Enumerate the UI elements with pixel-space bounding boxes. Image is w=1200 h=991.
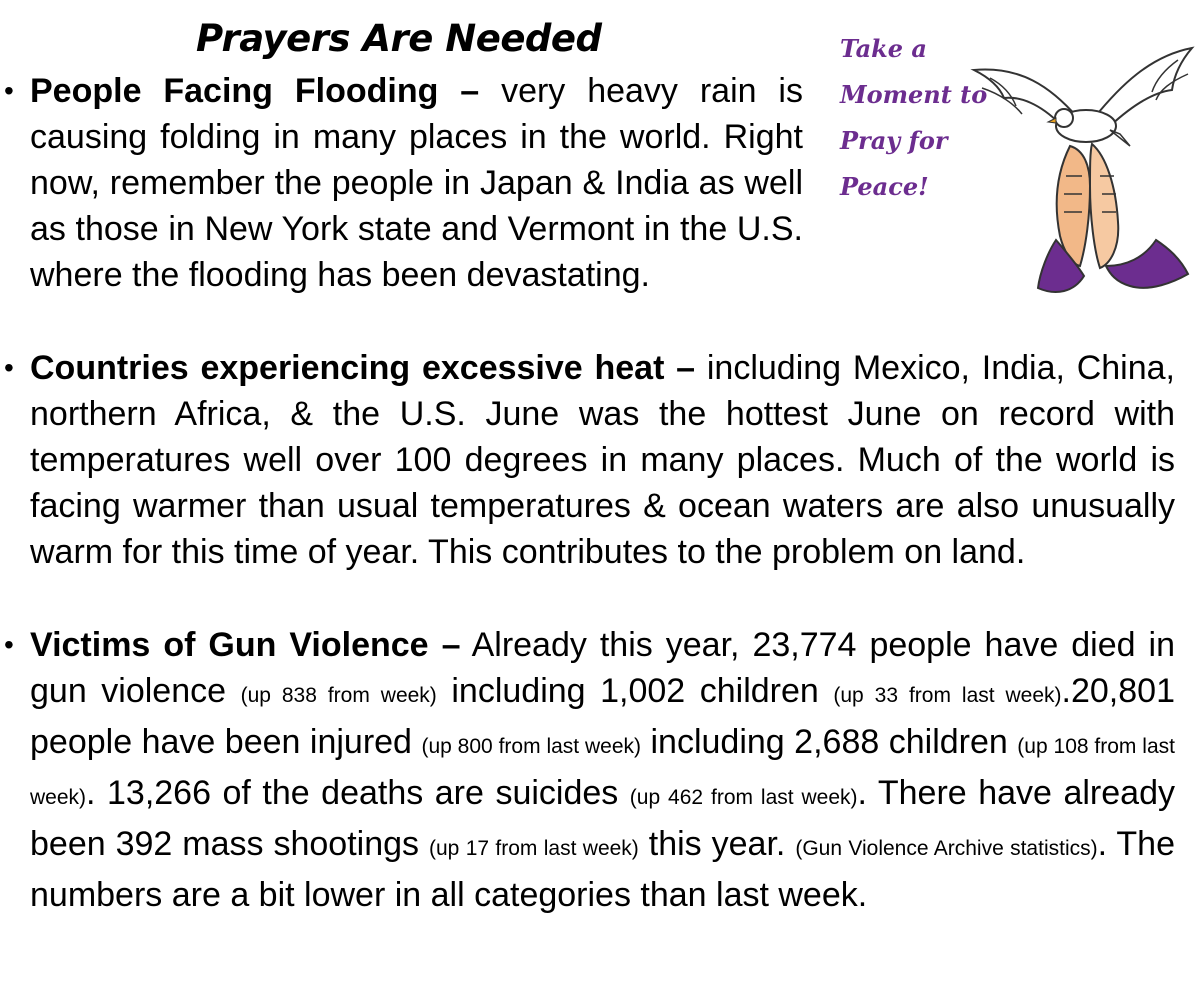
item-note: (up 17 from last week) bbox=[429, 837, 639, 860]
item-heading: Countries experiencing excessive heat – bbox=[30, 349, 696, 387]
item-note: (up 800 from last week) bbox=[421, 735, 642, 758]
item-text: including 1,002 children bbox=[436, 672, 834, 710]
item-text: Already this year, 23,774 people have died in gun violence bbox=[30, 626, 1175, 710]
bullet-icon: • bbox=[4, 629, 14, 660]
item-text: . The numbers are a bit lower in all categories than last week. bbox=[30, 825, 1175, 914]
dove-hands-icon bbox=[960, 26, 1196, 302]
item-text: .20,801 people have been injured bbox=[30, 672, 1175, 761]
item-note: (up 33 from last week) bbox=[833, 684, 1062, 707]
prayer-item-flooding bbox=[0, 68, 803, 298]
prayer-item-gun-violence bbox=[0, 622, 1175, 918]
item-heading: People Facing Flooding – bbox=[30, 72, 480, 110]
caption-line: Peace! bbox=[840, 172, 929, 201]
item-text: very heavy rain is causing folding in many places in the world. Right now, remember the people in Japan & India as well as those in New York state and Vermont in the U.S. where the flooding has been devastating. bbox=[30, 72, 803, 294]
item-text: this year. bbox=[638, 825, 796, 863]
item-note: (up 838 from week) bbox=[240, 684, 437, 707]
item-note: (up 462 from last week) bbox=[629, 786, 858, 809]
item-text: including 2,688 children bbox=[641, 723, 1018, 761]
item-text: . 13,266 of the deaths are suicides bbox=[86, 774, 630, 812]
page-title: Prayers Are Needed bbox=[196, 17, 602, 60]
item-note: (up 108 from last week) bbox=[30, 735, 1175, 809]
caption-line: Moment to bbox=[840, 80, 988, 109]
bullet-icon: • bbox=[4, 352, 14, 383]
item-note: (Gun Violence Archive statistics) bbox=[795, 837, 1098, 860]
item-text: including Mexico, India, China, northern Africa, & the U.S. June was the hottest June on record with temperatures well over 100 degrees in many places. Much of the world is facing warmer than usual temperatures & ocean waters are also unusually warm for this time of year. This contributes to the problem on land. bbox=[30, 349, 1175, 571]
caption-line: Take a bbox=[840, 34, 927, 63]
prayer-graphic bbox=[840, 26, 1196, 302]
item-heading: Victims of Gun Violence – bbox=[30, 626, 461, 664]
prayer-item-heat bbox=[0, 345, 1175, 575]
item-text: . There have already been 392 mass shootings bbox=[30, 774, 1175, 863]
caption-line: Pray for bbox=[840, 126, 948, 155]
bullet-icon: • bbox=[4, 75, 14, 106]
